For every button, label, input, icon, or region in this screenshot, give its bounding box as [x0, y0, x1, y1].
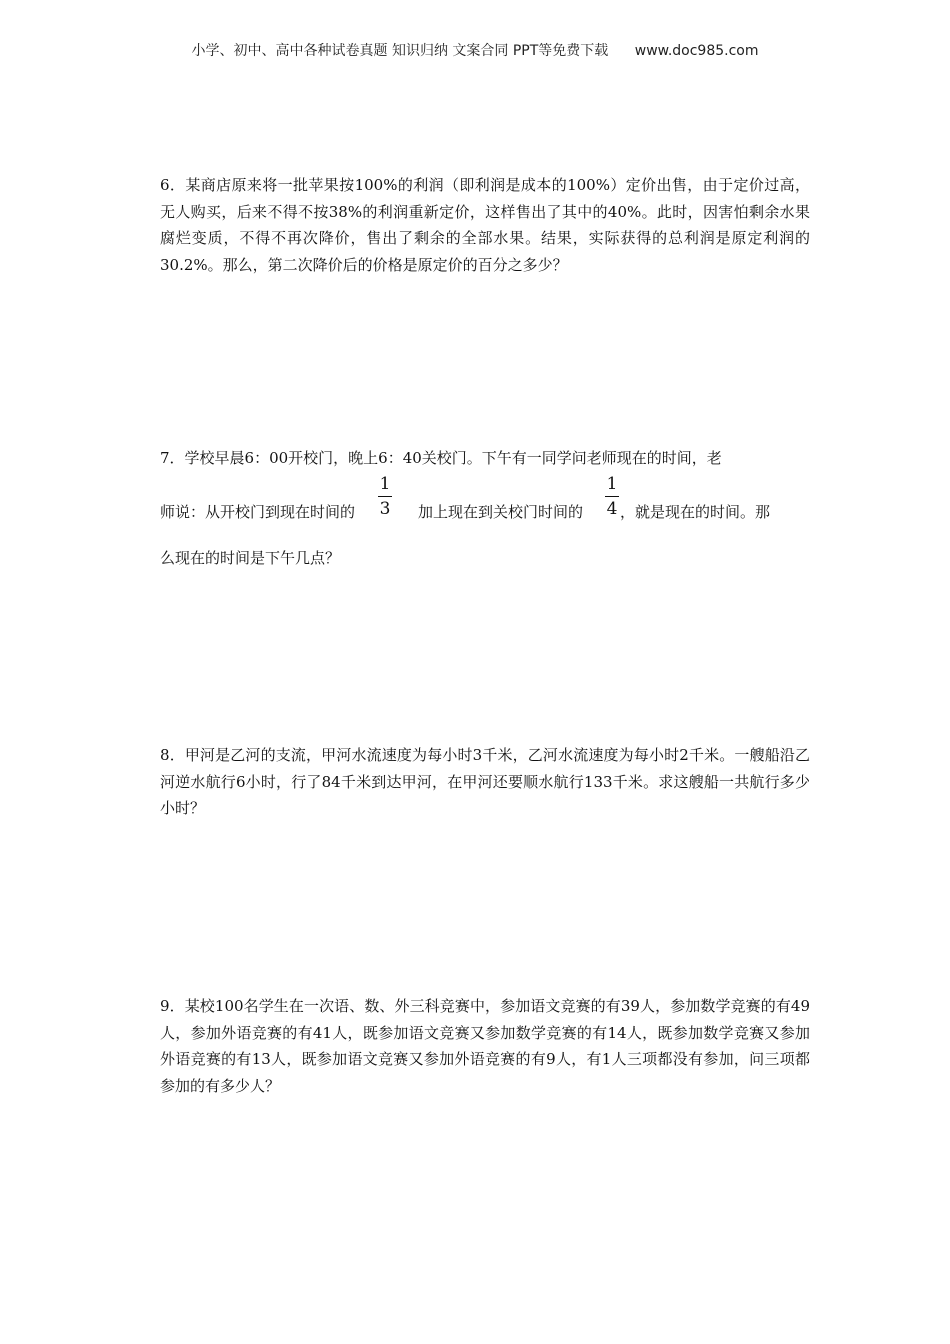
header-text: 小学、初中、高中各种试卷真题 知识归纳 文案合同 PPT等免费下载 [191, 43, 609, 59]
fraction-one-quarter [604, 474, 620, 519]
question-7-line-2a: 师说：从开校门到现在时间的 [160, 503, 356, 521]
question-7-line-2c: ，就是现在的时间。那 [620, 503, 771, 521]
question-7-line-3: 么现在的时间是下午几点？ [160, 549, 341, 567]
page-header [0, 40, 950, 60]
question-9: 9．某校100名学生在一次语、数、外三科竞赛中，参加语文竞赛的有39人，参加数学竞赛的有49人，参加外语竞赛的有41人，既参加语文竞赛又参加数学竞赛的有14人，既参加数学竞赛又参加外语竞赛的有13人，既参加语文竞赛又参加外语竞赛的有9人，有1人三项都没有参加，问三项都参加的有多少人？ [160, 997, 810, 1095]
question-6: 6．某商店原来将一批苹果按100%的利润（即利润是成本的100%）定价出售，由于定价过高，无人购买，后来不得不按38%的利润重新定价，这样售出了其中的40%。此时，因害怕剩余水果腐烂变质，不得不再次降价，售出了剩余的全部水果。结果，实际获得的总利润是原定利润的30.2%。那么，第二次降价后的价格是原定价的百分之多少？ [160, 176, 810, 274]
fraction-one-third-denominator: 3 [379, 499, 391, 519]
fraction-one-third-numerator: 1 [379, 474, 391, 494]
question-8: 8．甲河是乙河的支流，甲河水流速度为每小时3千米，乙河水流速度为每小时2千米。一艘船沿乙河逆水航行6小时，行了84千米到达甲河，在甲河还要顺水航行133千米。求这艘船一共航行多少小时？ [160, 746, 810, 817]
fraction-one-third [377, 474, 393, 519]
question-7-line-2b: 加上现在到关校门时间的 [418, 503, 584, 521]
question-7-line-1: 7．学校早晨6：00开校门，晚上6：40关校门。下午有一同学问老师现在的时间，老 [160, 449, 722, 467]
fraction-one-quarter-denominator: 4 [606, 499, 618, 519]
fraction-one-quarter-bar [605, 496, 619, 497]
fraction-one-third-bar [378, 496, 392, 497]
header-site-link[interactable]: www.doc985.com [634, 43, 759, 59]
fraction-one-quarter-numerator: 1 [606, 474, 618, 494]
